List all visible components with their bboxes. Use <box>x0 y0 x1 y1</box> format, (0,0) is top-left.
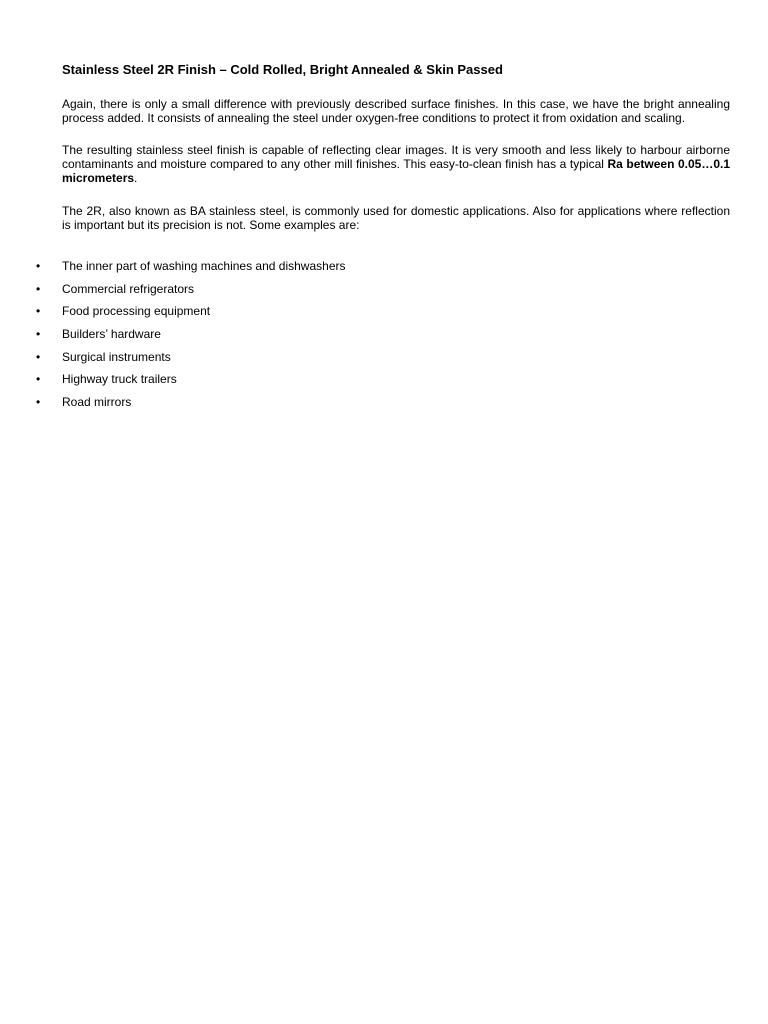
list-item-text: The inner part of washing machines and dishwashers <box>62 259 346 273</box>
list-item <box>0 281 700 304</box>
list-item <box>0 303 700 326</box>
bullet-icon: • <box>36 259 41 273</box>
list-item-text: Highway truck trailers <box>62 372 177 387</box>
document-title: Stainless Steel 2R Finish – Cold Rolled, Bright Annealed & Skin Passed <box>62 62 503 77</box>
paragraph-text: The resulting stainless steel finish is capable of reflecting clear images. It is very smooth and less likely to harbour airborne contaminants and moisture compared to any other mill finishes. This easy-to-clean finish has a typical <box>62 143 730 171</box>
bullet-icon: • <box>36 395 41 410</box>
paragraph-bright-annealing: Again, there is only a small difference with previously described surface finishes. In this case, we have the bright annealing process added. It consists of annealing the steel under oxygen-free conditions to protect it from oxidation and scaling. <box>62 97 730 125</box>
paragraph-applications: The 2R, also known as BA stainless steel, is commonly used for domestic applications. Also for applications where reflection is important but its precision is not. Some examples are: <box>62 204 730 232</box>
list-item <box>0 349 700 372</box>
list-item-text: Commercial refrigerators <box>62 281 195 296</box>
bullet-icon: • <box>36 372 41 387</box>
list-item <box>0 258 700 281</box>
list-item <box>0 371 700 394</box>
list-item-text: Road mirrors <box>62 395 132 410</box>
list-item <box>0 326 700 349</box>
bullet-icon: • <box>36 304 41 319</box>
list-item-text: Surgical instruments <box>62 349 171 364</box>
roughness-value: Ra between 0.05…0.1 micrometers <box>62 157 730 185</box>
list-item-text: Builders’ hardware <box>62 327 161 342</box>
list-item-text: Food processing equipment <box>62 304 211 319</box>
bullet-icon: • <box>36 281 41 296</box>
paragraph-reflective-finish <box>62 143 730 185</box>
list-item <box>0 394 700 417</box>
bullet-icon: • <box>36 327 41 342</box>
examples-list <box>0 258 700 417</box>
bullet-icon: • <box>36 349 41 364</box>
paragraph-end: . <box>134 171 138 185</box>
